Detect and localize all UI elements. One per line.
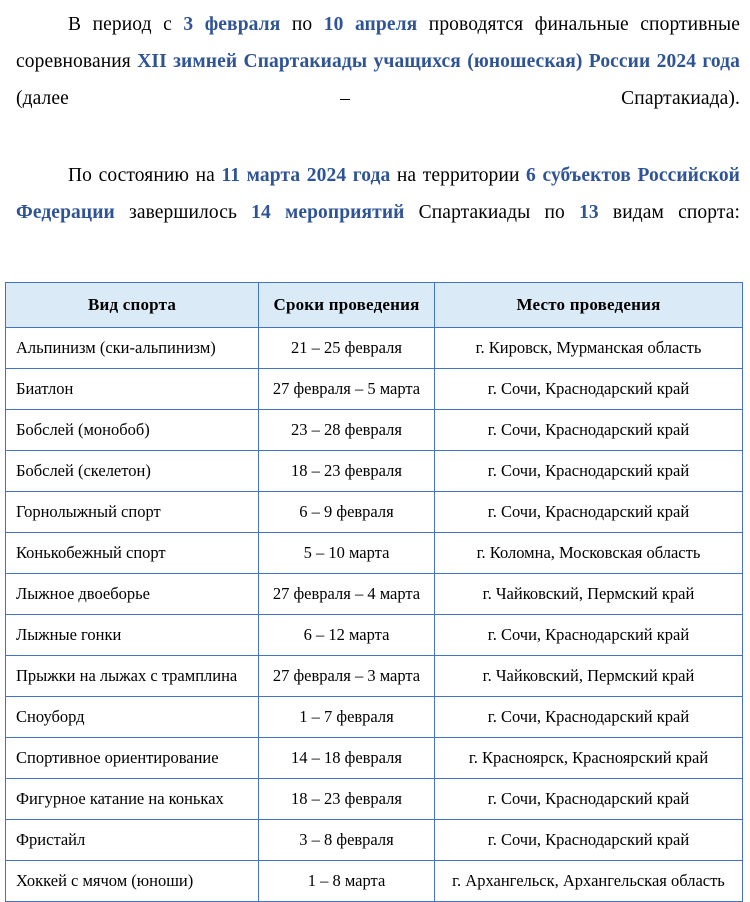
cell-dates: 27 февраля – 5 марта	[259, 369, 435, 410]
cell-dates: 6 – 9 февраля	[259, 492, 435, 533]
cell-dates: 18 – 23 февраля	[259, 451, 435, 492]
cell-sport: Сноуборд	[6, 697, 259, 738]
schedule-table	[5, 282, 743, 902]
accent-text: 6 субъектов Российской Федерации	[16, 165, 741, 223]
cell-sport: Биатлон	[6, 369, 259, 410]
plain-text: По состоянию на	[68, 165, 222, 186]
cell-place: г. Сочи, Краснодарский край	[435, 492, 743, 533]
table-row	[6, 451, 743, 492]
table-row	[6, 615, 743, 656]
plain-text: по	[280, 14, 324, 35]
plain-text: В период с	[68, 14, 184, 35]
table-header	[6, 283, 743, 328]
cell-dates: 21 – 25 февраля	[259, 328, 435, 369]
cell-place: г. Кировск, Мурманская область	[435, 328, 743, 369]
cell-place: г. Сочи, Краснодарский край	[435, 779, 743, 820]
plain-text: проводятся финальные спортивные соревнования	[16, 14, 740, 72]
plain-text: завершилось	[114, 202, 252, 223]
plain-text: Спартакиады по	[404, 202, 580, 223]
cell-place: г. Сочи, Краснодарский край	[435, 615, 743, 656]
table-row	[6, 410, 743, 451]
intro-section	[0, 0, 750, 268]
plain-text: на территории	[390, 165, 527, 186]
accent-text: XII зимней Спартакиады учащихся (юношеская) России 2024 года	[137, 51, 740, 72]
cell-sport: Бобслей (монобоб)	[6, 410, 259, 451]
cell-sport: Фигурное катание на коньках	[6, 779, 259, 820]
cell-sport: Бобслей (скелетон)	[6, 451, 259, 492]
cell-sport: Лыжное двоеборье	[6, 574, 259, 615]
cell-place: г. Сочи, Краснодарский край	[435, 820, 743, 861]
table-row	[6, 820, 743, 861]
table-row	[6, 574, 743, 615]
table-row	[6, 369, 743, 410]
table-row	[6, 738, 743, 779]
table-row	[6, 492, 743, 533]
cell-sport: Горнолыжный спорт	[6, 492, 259, 533]
cell-sport: Лыжные гонки	[6, 615, 259, 656]
cell-sport: Альпинизм (ски-альпинизм)	[6, 328, 259, 369]
cell-sport: Спортивное ориентирование	[6, 738, 259, 779]
paragraph-intro	[16, 0, 740, 154]
cell-sport: Хоккей с мячом (юноши)	[6, 861, 259, 902]
cell-dates: 18 – 23 февраля	[259, 779, 435, 820]
table-header-row	[6, 283, 743, 328]
table-row	[6, 656, 743, 697]
cell-place: г. Архангельск, Архангельская область	[435, 861, 743, 902]
cell-place: г. Коломна, Московская область	[435, 533, 743, 574]
accent-text: 14 мероприятий	[251, 202, 405, 223]
cell-dates: 27 февраля – 3 марта	[259, 656, 435, 697]
cell-sport: Конькобежный спорт	[6, 533, 259, 574]
cell-dates: 14 – 18 февраля	[259, 738, 435, 779]
accent-text: 3 февраля	[183, 14, 281, 35]
table-row	[6, 779, 743, 820]
table-row	[6, 697, 743, 738]
cell-place: г. Сочи, Краснодарский край	[435, 410, 743, 451]
cell-place: г. Сочи, Краснодарский край	[435, 697, 743, 738]
schedule-table-section	[0, 268, 750, 902]
cell-dates: 6 – 12 марта	[259, 615, 435, 656]
cell-dates: 27 февраля – 4 марта	[259, 574, 435, 615]
column-header-place: Место проведения	[435, 283, 743, 328]
cell-place: г. Чайковский, Пермский край	[435, 656, 743, 697]
cell-dates: 1 – 8 марта	[259, 861, 435, 902]
table-row	[6, 533, 743, 574]
table-body	[6, 328, 743, 902]
cell-place: г. Чайковский, Пермский край	[435, 574, 743, 615]
cell-dates: 23 – 28 февраля	[259, 410, 435, 451]
plain-text: (далее – Спартакиада).	[16, 88, 740, 109]
table-row	[6, 861, 743, 902]
cell-dates: 1 – 7 февраля	[259, 697, 435, 738]
cell-place: г. Красноярск, Красноярский край	[435, 738, 743, 779]
cell-sport: Прыжки на лыжах с трамплина	[6, 656, 259, 697]
cell-place: г. Сочи, Краснодарский край	[435, 451, 743, 492]
cell-place: г. Сочи, Краснодарский край	[435, 369, 743, 410]
column-header-sport: Вид спорта	[6, 283, 259, 328]
table-row	[6, 328, 743, 369]
plain-text: видам спорта:	[598, 202, 740, 223]
cell-sport: Фристайл	[6, 820, 259, 861]
accent-text: 10 апреля	[323, 14, 418, 35]
column-header-dates: Сроки проведения	[259, 283, 435, 328]
cell-dates: 5 – 10 марта	[259, 533, 435, 574]
cell-dates: 3 – 8 февраля	[259, 820, 435, 861]
accent-text: 13	[579, 202, 599, 223]
accent-text: 11 марта 2024 года	[221, 165, 391, 186]
paragraph-status	[16, 154, 740, 268]
